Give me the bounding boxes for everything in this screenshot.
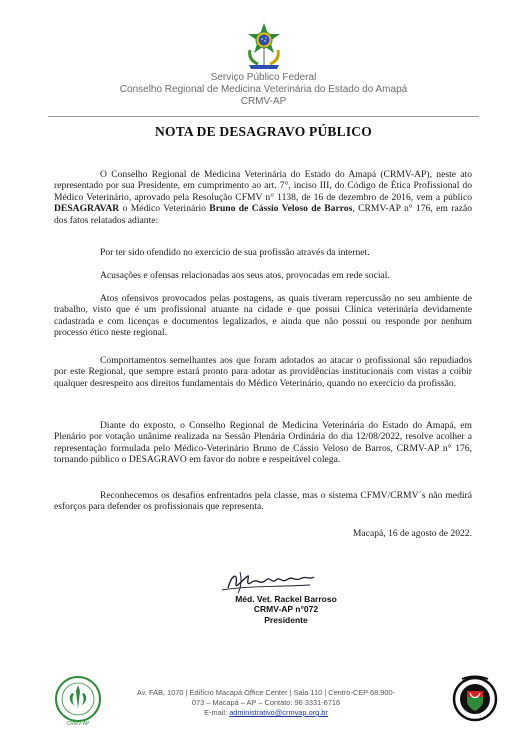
intro-text-c: o Médico Veterinário — [119, 203, 210, 215]
paragraph-fact-3: Atos ofensivos provocados pelas postagens, as quais tiveram repercussão no seu ambiente de trabalho, visto que é um profissional atuante na cidade e que possui Clínica veterinária devidamente cadastrada e com licenças e documentos legalizados, e ainda que não possui ou responde por nenhum processo ético neste regional. — [54, 293, 472, 339]
footer-address-line-2: 073 – Macapá – AP – Contato: 96 3331-6716 — [191, 698, 341, 707]
svg-text:CRMV-AP: CRMV-AP — [66, 721, 90, 727]
header-council-name: Conselho Regional de Medicina Veterinária do Estado do Amapá — [119, 84, 408, 95]
footer-email-link[interactable]: administrativo@crmvap.org.br — [229, 708, 328, 717]
handwritten-signature — [214, 566, 324, 596]
paragraph-fact-2: Acusações e ofensas relacionadas aos seus atos, provocadas em rede social. — [100, 270, 390, 281]
signatory-registration: CRMV-AP n°072 — [253, 604, 319, 614]
document-title: NOTA DE DESAGRAVO PÚBLICO — [155, 124, 372, 139]
intro-honoree-name: Bruno de Cássio Veloso de Barros — [209, 203, 353, 215]
footer-email-label: E-mail: — [204, 708, 230, 717]
footer-address-line-1: Av. FAB, 1070 | Edifício Macapá Office Center | Sala 110 | Centro-CEP 68.900- — [136, 688, 396, 697]
signatory-name: Méd. Vet. Rackel Barroso — [235, 594, 337, 604]
header-service-line: Serviço Público Federal — [210, 72, 317, 83]
header-divider — [48, 116, 479, 117]
header-acronym: CRMV-AP — [240, 96, 287, 107]
intro-desagravar: DESAGRAVAR — [54, 203, 120, 215]
shield-seal-icon — [452, 673, 498, 725]
paragraph-closing: Reconhecemos os desafios enfrentados pela classe, mas o sistema CFMV/CRMV´s não medirá esforços para defender os profissionais que representa. — [54, 490, 472, 513]
footer-email-line — [108, 708, 424, 718]
intro-text-a: O Conselho Regional de Medicina Veterinária do Estado do Amapá (CRMV-AP), neste ato representado por sua Presidente, em cumprimento ao art. 7°, inciso III, do Código de Ética Profissional do Médico Veterinário, aprovado pela Resolução CFMV n° 1138, de 16 de dezembro de 2016, vem a público — [54, 169, 472, 203]
brazil-coat-of-arms-icon — [244, 22, 284, 70]
intro-text-e: , CRMV-AP n° 176, em razão dos fatos relatados adiante: — [54, 203, 473, 226]
document-date: Macapá, 16 de agosto de 2022. — [352, 528, 472, 539]
paragraph-fact-1: Por ter sido ofendido no exercício de sua profissão através da internet. — [100, 247, 370, 258]
crmv-ap-seal-icon — [52, 675, 104, 727]
paragraph-decision: Diante do exposto, o Conselho Regional de Medicina Veterinária do Estado do Amapá, em Plenário por votação unânime realizada na Sessão Plenária Ordinária do dia 12/08/2022, resolve acolher a representação formulada pelo Médico-Veterinário Bruno de Cássio Veloso de Barros, CRMV-AP n° 176, tornando público o DESAGRAVO em favor do nobre e respeitável colega. — [54, 420, 472, 466]
paragraph-repudiation: Comportamentos semelhantes aos que foram adotados ao atacar o profissional são repudiados por este Regional, que sempre estará pronto para adotar as providências institucionais com vistas a coibir qualquer desrespeito aos direitos fundamentais do Médico Veterinário, quando no exercício da profissão. — [54, 355, 472, 389]
paragraph-intro — [54, 169, 472, 226]
signatory-role: Presidente — [264, 615, 308, 625]
